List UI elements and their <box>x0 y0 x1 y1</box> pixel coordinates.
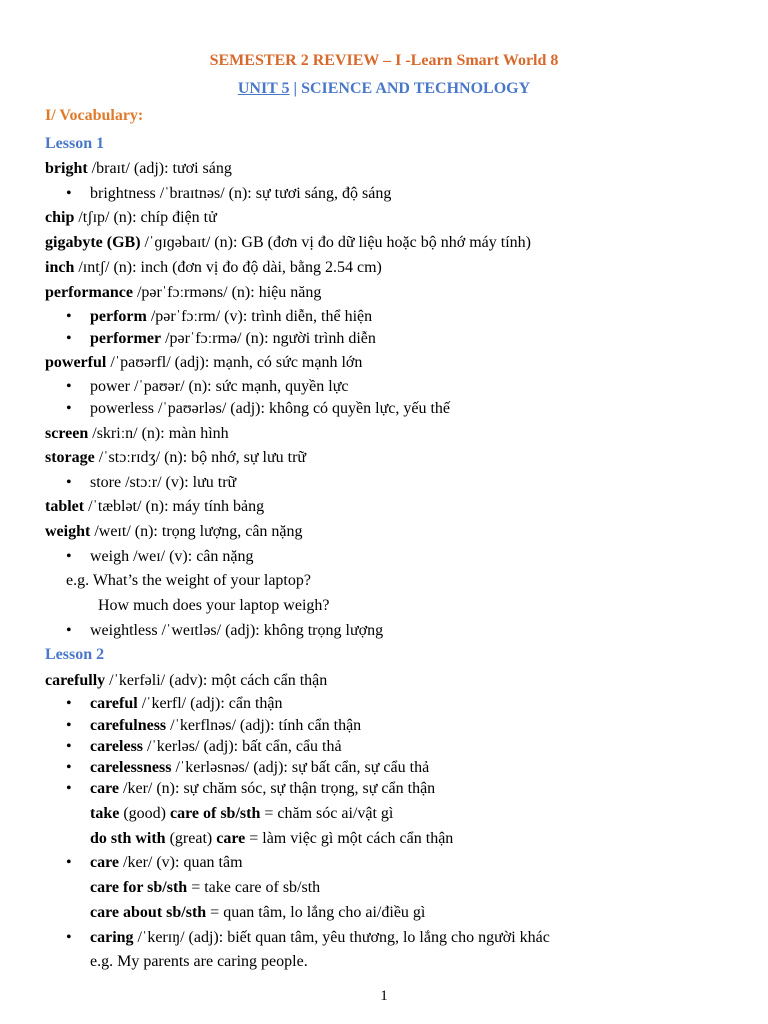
vocab-subentry: care /ker/ (v): quan tâm <box>90 854 243 871</box>
vocab-subentry: carefulness /ˈkerflnəs/ (adj): tính cẩn thận <box>90 717 362 734</box>
vocab-subentry: careless /ˈkerləs/ (adj): bất cẩn, cẩu thả <box>90 738 342 755</box>
example-sentence: e.g. What’s the weight of your laptop? <box>66 572 311 589</box>
bullet-icon <box>66 621 72 641</box>
unit-link[interactable]: UNIT 5 <box>237 80 290 97</box>
vocab-entry: carefully /ˈkerfəli/ (adv): một cách cẩn thận <box>45 672 328 689</box>
vocab-subentry: performer /pərˈfɔːrmə/ (n): người trình diễn <box>90 330 376 347</box>
section-heading: I/ Vocabulary: <box>45 107 144 124</box>
bullet-icon <box>66 547 72 567</box>
vocab-subentry: care /ker/ (n): sự chăm sóc, sự thận trọng, sự cẩn thận <box>90 780 436 797</box>
bullet-icon <box>66 399 72 419</box>
bullet-icon <box>66 184 72 204</box>
vocab-entry: weight /weɪt/ (n): trọng lượng, cân nặng <box>45 523 303 540</box>
example-sentence: How much does your laptop weigh? <box>98 597 330 614</box>
vocab-entry: powerful /ˈpaʊərfl/ (adj): mạnh, có sức mạnh lớn <box>45 354 363 371</box>
vocab-subentry: weigh /weɪ/ (v): cân nặng <box>90 548 254 565</box>
vocab-subentry: weightless /ˈweɪtləs/ (adj): không trọng lượng <box>90 622 384 639</box>
vocab-subentry: power /ˈpaʊər/ (n): sức mạnh, quyền lực <box>90 378 349 395</box>
bullet-icon <box>66 694 72 714</box>
vocab-entry: storage /ˈstɔːrɪdʒ/ (n): bộ nhớ, sự lưu trữ <box>45 449 307 466</box>
vocab-entry: screen /skriːn/ (n): màn hình <box>45 425 229 442</box>
vocab-subentry: powerless /ˈpaʊərləs/ (adj): không có quyền lực, yếu thế <box>90 400 451 417</box>
vocab-entry: bright /braɪt/ (adj): tươi sáng <box>45 160 232 177</box>
vocab-subentry: perform /pərˈfɔːrm/ (v): trình diễn, thể hiện <box>90 308 373 325</box>
bullet-icon <box>66 716 72 736</box>
phrase-line: do sth with (great) care = làm việc gì một cách cẩn thận <box>90 830 454 847</box>
vocab-entry: inch /ɪntʃ/ (n): inch (đơn vị đo độ dài, bằng 2.54 cm) <box>45 259 382 276</box>
page-number: 1 <box>380 988 388 1004</box>
bullet-icon <box>66 779 72 799</box>
vocab-entry: tablet /ˈtæblət/ (n): máy tính bảng <box>45 498 265 515</box>
phrase-line: care about sb/sth = quan tâm, lo lắng cho ai/điều gì <box>90 904 426 921</box>
vocab-entry: chip /tʃɪp/ (n): chíp điện tử <box>45 209 217 226</box>
bullet-icon <box>66 307 72 327</box>
lesson-heading: Lesson 2 <box>45 646 105 663</box>
vocab-subentry: store /stɔːr/ (v): lưu trữ <box>90 474 237 491</box>
document-title: SEMESTER 2 REVIEW – I -Learn Smart World 8 <box>209 52 559 69</box>
bullet-icon <box>66 737 72 757</box>
vocab-subentry: carelessness /ˈkerləsnəs/ (adj): sự bất cẩn, sự cẩu thả <box>90 759 430 776</box>
bullet-icon <box>66 853 72 873</box>
bullet-icon <box>66 473 72 493</box>
bullet-icon <box>66 758 72 778</box>
lesson-heading: Lesson 1 <box>45 135 105 152</box>
phrase-line: take (good) care of sb/sth = chăm sóc ai/vật gì <box>90 805 394 822</box>
vocab-subentry: brightness /ˈbraɪtnəs/ (n): sự tươi sáng, độ sáng <box>90 185 392 202</box>
vocab-subentry: careful /ˈkerfl/ (adj): cẩn thận <box>90 695 283 712</box>
bullet-icon <box>66 928 72 948</box>
vocab-subentry: caring /ˈkerɪŋ/ (adj): biết quan tâm, yêu thương, lo lắng cho người khác <box>90 929 550 946</box>
unit-title: | SCIENCE AND TECHNOLOGY <box>289 80 531 97</box>
vocab-entry: gigabyte (GB) /ˈɡɪɡəbaɪt/ (n): GB (đơn vị đo dữ liệu hoặc bộ nhớ máy tính) <box>45 234 531 251</box>
bullet-icon <box>66 329 72 349</box>
example-sentence: e.g. My parents are caring people. <box>90 953 308 970</box>
unit-heading <box>0 80 768 98</box>
bullet-icon <box>66 377 72 397</box>
phrase-line: care for sb/sth = take care of sb/sth <box>90 879 321 896</box>
vocab-entry: performance /pərˈfɔːrməns/ (n): hiệu năng <box>45 284 322 301</box>
